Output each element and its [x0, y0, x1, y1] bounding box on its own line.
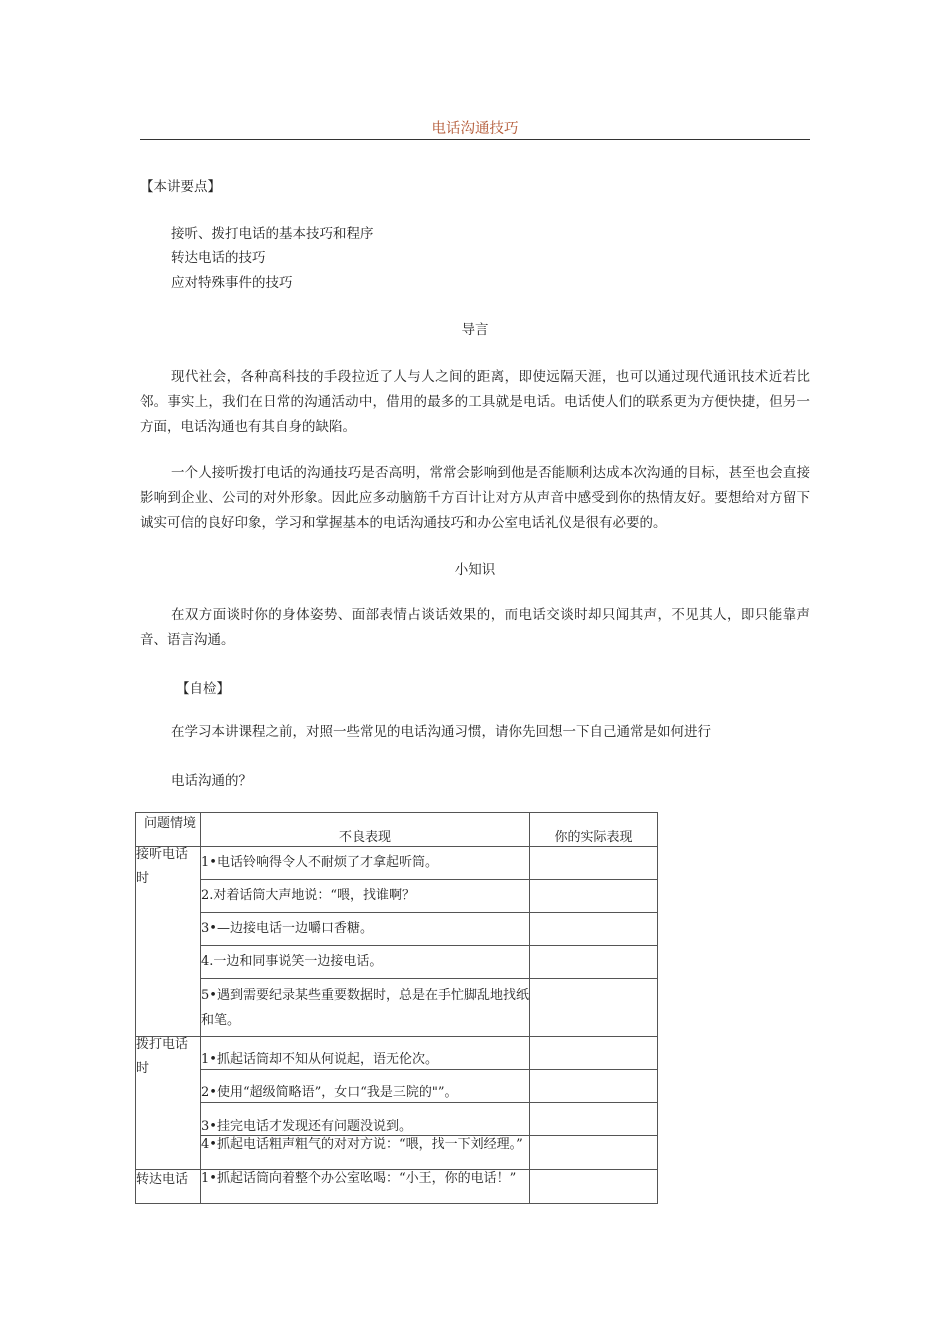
intro-paragraph: 一个人接听拨打电话的沟通技巧是否高明，常常会影响到他是否能顺利达成本次沟通的目标，甚至也会直接影响到企业、公司的对外形象。因此应多动脑筋千方百计让对方从声音中感受到你的热情友好。要想给对方留下诚实可信的良好印象，学习和掌握基本的电话沟通技巧和办公室电话礼仪是很有必要的。	[140, 465, 810, 531]
actual-behavior-cell[interactable]	[530, 880, 658, 913]
self-check-line: 电话沟通的？	[171, 773, 252, 789]
key-point-item: 转达电话的技巧	[171, 250, 266, 266]
actual-behavior-cell[interactable]	[530, 1103, 658, 1136]
header-situation: 问题情境	[136, 813, 201, 847]
self-check-line: 在学习本讲课程之前，对照一些常见的电话沟通习惯，请你先回想一下自己通常是如何进行	[171, 724, 711, 740]
table-row	[136, 1170, 658, 1204]
intro-paragraph: 现代社会，各种高科技的手段拉近了人与人之间的距离，即使远隔天涯，也可以通过现代通讯技术近若比邻。事实上，我们在日常的沟通活动中，借用的最多的工具就是电话。电话使人们的联系更为方便快捷，但另一方面，电话沟通也有其自身的缺陷。	[140, 369, 810, 435]
key-points-heading: 【本讲要点】	[140, 179, 221, 195]
key-point-item: 接听、拨打电话的基本技巧和程序	[171, 226, 374, 242]
bad-behavior-cell: 1•抓起话筒却不知从何说起，语无伦次。	[201, 1037, 530, 1070]
table-row	[136, 979, 658, 1037]
bad-behavior-cell: 4.一边和同事说笑一边接电话。	[201, 946, 530, 979]
actual-behavior-cell[interactable]	[530, 847, 658, 880]
actual-behavior-cell[interactable]	[530, 946, 658, 979]
intro-heading: 导言	[461, 322, 489, 338]
situation-label: 接听电话	[136, 847, 189, 862]
tip-text: 在双方面谈时你的身体姿势、面部表情占谈话效果的，而电话交谈时却只闻其声，不见其人，即只能靠声音、语言沟通。	[140, 607, 810, 648]
actual-behavior-cell[interactable]	[530, 1170, 658, 1204]
situation-label-suffix: 时	[136, 1061, 150, 1076]
table-row	[136, 847, 658, 880]
table-row	[136, 946, 658, 979]
bad-behavior-cell: 2•使用“超级简略语”，女口“我是三院的"”。	[201, 1070, 530, 1103]
document-title: 电话沟通技巧	[140, 119, 810, 140]
tip-heading: 小知识	[454, 562, 496, 578]
situation-label-suffix: 时	[136, 871, 150, 886]
header-actual-behavior: 你的实际表现	[530, 813, 658, 847]
bad-behavior-cell: 5•遇到需要纪录某些重要数据时，总是在手忙脚乱地找纸和笔。	[201, 979, 530, 1037]
actual-behavior-cell[interactable]	[530, 1070, 658, 1103]
self-check-heading: 【自检】	[176, 681, 230, 697]
actual-behavior-cell[interactable]	[530, 1037, 658, 1070]
bad-behavior-cell: 3•—边接电话一边嚼口香糖。	[201, 913, 530, 946]
table-row	[136, 913, 658, 946]
bad-behavior-cell: 1•电话铃响得令人不耐烦了才拿起听筒。	[201, 847, 530, 880]
situation-label: 拨打电话	[136, 1037, 189, 1052]
table-row	[136, 880, 658, 913]
bad-behavior-cell: 4•抓起电话粗声粗气的对对方说：“喂，找一下刘经理。”	[201, 1136, 530, 1170]
self-check-table	[135, 812, 658, 1204]
key-point-item: 应对特殊事件的技巧	[171, 275, 293, 291]
actual-behavior-cell[interactable]	[530, 1136, 658, 1170]
actual-behavior-cell[interactable]	[530, 979, 658, 1037]
bad-behavior-cell: 2.对着话筒大声地说：“喂，找谁啊？	[201, 880, 530, 913]
situation-label: 转达电话	[136, 1172, 189, 1187]
situation-cell	[136, 847, 201, 1037]
situation-cell	[136, 1037, 201, 1170]
table-row	[136, 1037, 658, 1070]
header-bad-behavior: 不良表现	[201, 813, 530, 847]
situation-cell	[136, 1170, 201, 1204]
bad-behavior-cell: 1•抓起话筒向着整个办公室吆喝：“小王，你的电话！”	[201, 1170, 530, 1204]
table-row	[136, 1103, 658, 1136]
table-row	[136, 1136, 658, 1170]
actual-behavior-cell[interactable]	[530, 913, 658, 946]
bad-behavior-cell: 3•挂完电话才发现还有问题没说到。	[201, 1103, 530, 1136]
table-row	[136, 1070, 658, 1103]
table-header-row	[136, 813, 658, 847]
